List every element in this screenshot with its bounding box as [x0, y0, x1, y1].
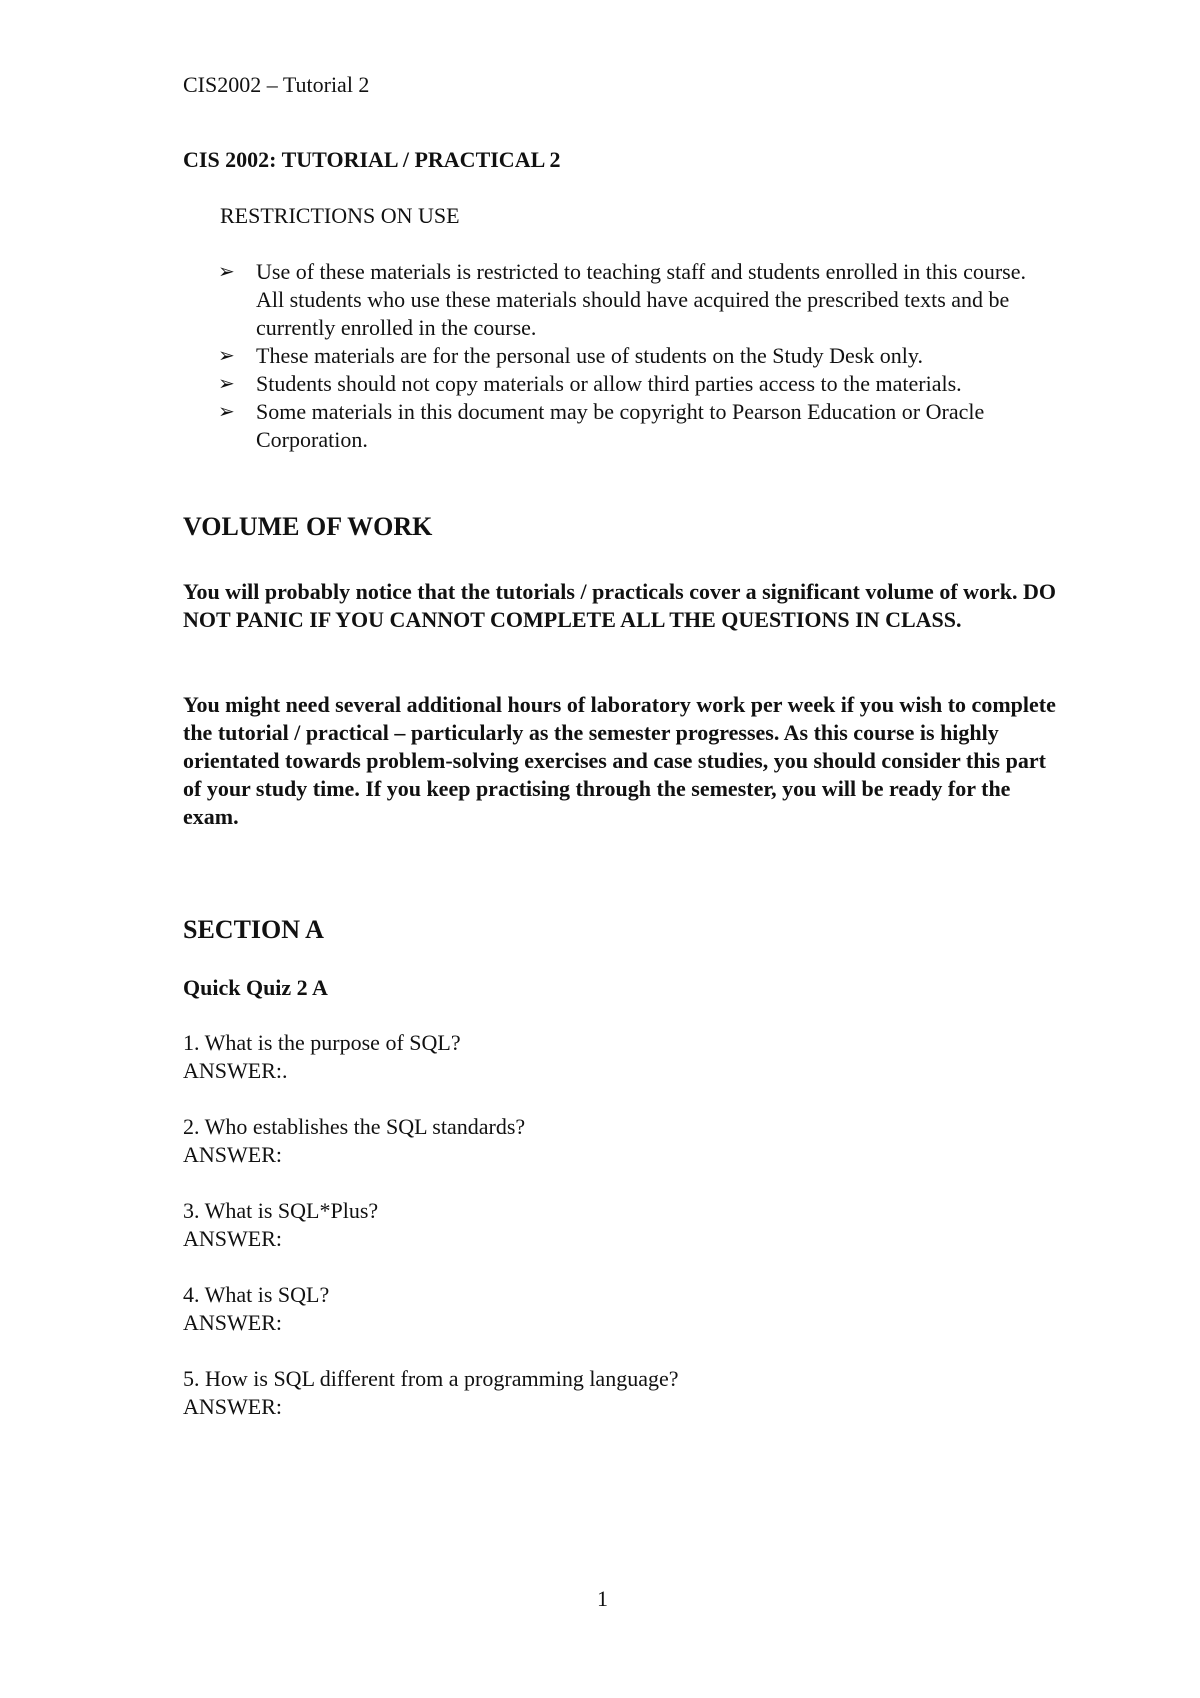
section-a-heading: SECTION A: [183, 915, 324, 944]
answer-label: ANSWER:: [183, 1142, 282, 1167]
answer-label: ANSWER:: [183, 1310, 282, 1335]
quiz-title: Quick Quiz 2 A: [183, 975, 328, 1000]
quiz-question: [183, 1281, 329, 1337]
question-text: 1. What is the purpose of SQL?: [183, 1030, 461, 1055]
restriction-text: Some materials in this document may be copyright to Pearson Education or Oracle Corporation.: [256, 399, 985, 452]
list-item: [218, 342, 1038, 370]
answer-label: ANSWER:: [183, 1226, 282, 1251]
restrictions-heading: RESTRICTIONS ON USE: [220, 203, 460, 228]
quiz-question: [183, 1365, 678, 1421]
volume-of-work-heading: VOLUME OF WORK: [183, 512, 433, 541]
question-text: 3. What is SQL*Plus?: [183, 1198, 379, 1223]
arrowhead-bullet-icon: ➢: [218, 373, 235, 395]
arrowhead-bullet-icon: ➢: [218, 345, 235, 367]
volume-paragraph-1: You will probably notice that the tutorials / practicals cover a significant volume of work. DO NOT PANIC IF YOU CANNOT COMPLETE ALL THE QUESTIONS IN CLASS.: [183, 579, 1057, 632]
answer-label: ANSWER:: [183, 1394, 282, 1419]
list-item: [218, 258, 1038, 342]
volume-paragraph-2: You might need several additional hours of laboratory work per week if you wish to complete the tutorial / practical – particularly as the semester progresses. As this course is highly orientated towards problem-solving exercises and case studies, you should consider this part of your study time. If you keep practising through the semester, you will be ready for the exam.: [183, 692, 1056, 829]
quiz-question: [183, 1029, 461, 1085]
answer-label: ANSWER:.: [183, 1058, 288, 1083]
restriction-text: Students should not copy materials or allow third parties access to the materials.: [256, 371, 962, 396]
list-item: [218, 398, 1038, 454]
quiz-question: [183, 1197, 378, 1253]
restrictions-list: [218, 258, 1038, 454]
restriction-text: These materials are for the personal use of students on the Study Desk only.: [256, 343, 923, 368]
page-number: 1: [597, 1586, 608, 1611]
running-header: CIS2002 – Tutorial 2: [183, 72, 370, 97]
question-text: 4. What is SQL?: [183, 1282, 330, 1307]
document-title: CIS 2002: TUTORIAL / PRACTICAL 2: [183, 147, 561, 172]
quiz-question: [183, 1113, 525, 1169]
question-text: 5. How is SQL different from a programming language?: [183, 1366, 679, 1391]
arrowhead-bullet-icon: ➢: [218, 261, 235, 283]
list-item: [218, 370, 1038, 398]
arrowhead-bullet-icon: ➢: [218, 401, 235, 423]
question-text: 2. Who establishes the SQL standards?: [183, 1114, 526, 1139]
restriction-text: Use of these materials is restricted to teaching staff and students enrolled in this course. All students who use these materials should have acquired the prescribed texts and be currently enrolled in the course.: [256, 259, 1026, 340]
